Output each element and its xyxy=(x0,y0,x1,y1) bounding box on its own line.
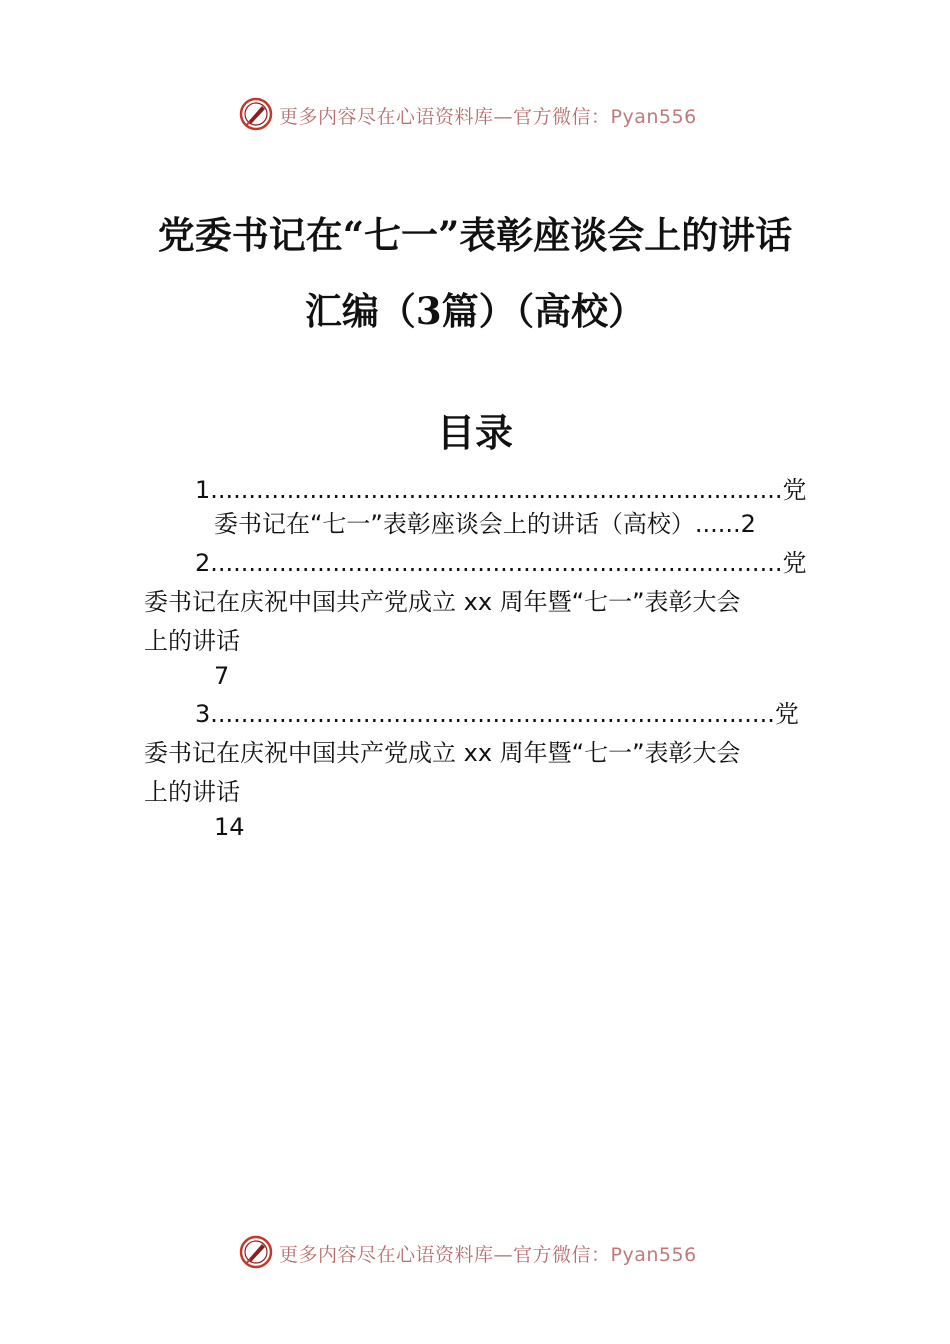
document-title-line2: 汇编（3篇）（高校） xyxy=(304,289,646,333)
banner-separator: — xyxy=(493,1244,514,1266)
banner-text xyxy=(279,1240,697,1267)
toc-entry-1-line2 xyxy=(214,509,756,539)
banner-wechat-id: Pyan556 xyxy=(610,1244,697,1266)
banner-wechat-label: 官方微信： xyxy=(513,1244,611,1266)
toc-entry-2-line3: 上的讲话 xyxy=(144,627,240,655)
banner-wechat-label: 官方微信： xyxy=(513,106,611,128)
banner-separator: — xyxy=(493,106,514,128)
banner-slogan: 更多内容尽在心语资料库 xyxy=(279,106,494,128)
toc-page-number: 7 xyxy=(214,662,230,690)
header-banner xyxy=(0,94,950,134)
toc-entry-3-line1 xyxy=(195,699,799,729)
banner-slogan: 更多内容尽在心语资料库 xyxy=(279,1244,494,1266)
toc-first-char: 党 xyxy=(774,700,799,728)
toc-page-number: 2 xyxy=(740,510,756,538)
toc-entry-2-line2: 委书记在庆祝中国共产党成立 xx 周年暨“七一”表彰大会 xyxy=(144,588,741,616)
banner-wechat-id: Pyan556 xyxy=(610,106,697,128)
toc-leader: ........................................................................... xyxy=(210,549,783,577)
toc-number: 3 xyxy=(195,700,211,728)
toc-leader: .......................................................................... xyxy=(210,700,775,728)
footer-banner xyxy=(0,1232,950,1272)
toc-entry-1-line1 xyxy=(195,475,806,505)
toc-entry-3-line3: 上的讲话 xyxy=(144,778,240,806)
pen-seal-logo-icon xyxy=(238,96,274,132)
pen-seal-logo-icon xyxy=(238,1234,274,1270)
toc-entry-3-line2: 委书记在庆祝中国共产党成立 xx 周年暨“七一”表彰大会 xyxy=(144,739,741,767)
toc-first-char: 党 xyxy=(782,549,807,577)
toc-page-number: 14 xyxy=(214,813,245,841)
toc-number: 2 xyxy=(195,549,211,577)
toc-title: 委书记在“七一”表彰座谈会上的讲话（高校） xyxy=(214,510,695,538)
toc-number: 1 xyxy=(195,476,211,504)
document-title-line1: 党委书记在“七一”表彰座谈会上的讲话 xyxy=(157,213,793,257)
banner-text xyxy=(279,102,697,129)
toc-leader: ........................................................................... xyxy=(210,476,783,504)
toc-heading: 目录 xyxy=(436,410,513,455)
toc-entry-2-line1 xyxy=(195,548,806,578)
toc-first-char: 党 xyxy=(782,476,807,504)
toc-leader: ...... xyxy=(694,510,741,538)
